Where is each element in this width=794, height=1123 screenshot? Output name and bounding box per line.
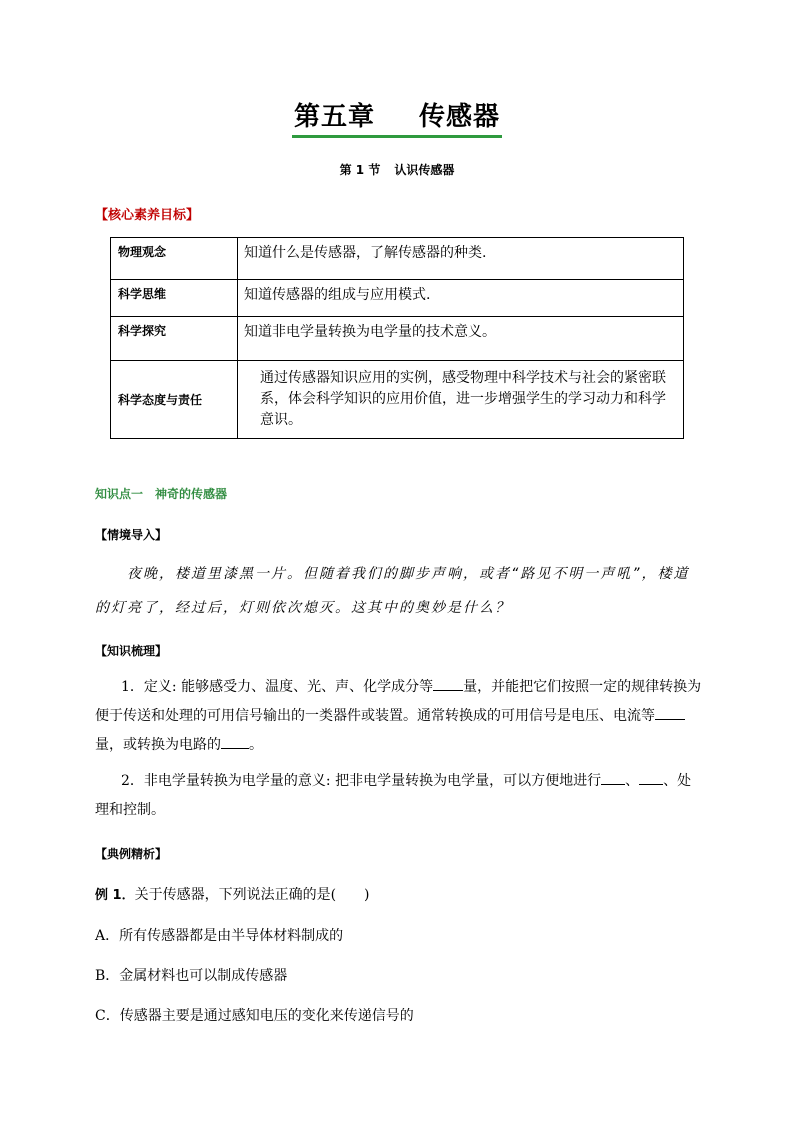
knowledge-point-heading — [95, 485, 227, 502]
section-name: 认识传感器 — [394, 163, 455, 177]
goal-text: 通过传感器知识应用的实例，感受物理中科学技术与社会的紧密联系，体会科学知识的应用价值，进一步增强学生的学习动力和科学意识。 — [238, 361, 684, 439]
goal-row — [111, 361, 684, 439]
goal-row — [111, 317, 684, 361]
goal-label: 科学思维 — [111, 280, 238, 317]
knowledge-point-number: 知识点一 — [95, 487, 144, 501]
example-question — [95, 884, 370, 904]
goal-label: 物理观念 — [111, 238, 238, 280]
goal-text: 知道非电学量转换为电学量的技术意义。 — [238, 317, 684, 361]
section-number: 第 1 节 — [339, 163, 381, 177]
significance-text-a: 2．非电学量转换为电学量的意义: 把非电学量转换为电学量，可以方便地进行 — [121, 773, 602, 789]
chapter-name: 传感器 — [419, 102, 501, 132]
goal-label: 科学探究 — [111, 317, 238, 361]
definition-text-b: 量，并能把它们按照一定的规律转换为便于传送和处理的可用信号输出的一类器件或装置。通常转换成的可用信号是电压、电流等 — [95, 679, 702, 724]
definition-text-a: 1．定义: 能够感受力、温度、光、声、化学成分等 — [121, 679, 434, 695]
fill-blank[interactable] — [655, 705, 685, 720]
knowledge-heading: 【知识梳理】 — [95, 644, 168, 658]
goals-table — [110, 237, 684, 439]
fill-blank[interactable] — [601, 770, 625, 785]
definition-item — [95, 673, 705, 760]
core-goals-heading: 【核心素养目标】 — [95, 208, 200, 223]
section-title — [0, 161, 794, 178]
goal-row — [111, 280, 684, 317]
goal-row — [111, 238, 684, 280]
fill-blank[interactable] — [433, 676, 463, 691]
definition-text-c: 量，或转换为电路的 — [95, 737, 221, 753]
fill-blank[interactable] — [221, 734, 249, 749]
significance-text-c: 、处理和控制。 — [95, 773, 692, 818]
goal-text: 知道什么是传感器，了解传感器的种类. — [238, 238, 684, 280]
situation-text: 夜晚，楼道里漆黑一片。但随着我们的脚步声响，或者“路见不明一声吼”，楼道的灯亮了，经过后，灯则依次熄灭。这其中的奥妙是什么？ — [95, 566, 690, 616]
fill-blank[interactable] — [639, 770, 663, 785]
option-c: C．传感器主要是通过感知电压的变化来传递信号的 — [95, 1008, 414, 1024]
goal-text: 知道传感器的组成与应用模式. — [238, 280, 684, 317]
definition-text-d: 。 — [249, 737, 263, 753]
goal-label: 科学态度与责任 — [111, 361, 238, 439]
significance-text-b: 、 — [625, 773, 640, 789]
situation-heading: 【情境导入】 — [95, 528, 168, 542]
option-b: B．金属材料也可以制成传感器 — [95, 968, 288, 984]
significance-item — [95, 767, 705, 825]
option-a: A．所有传感器都是由半导体材料制成的 — [95, 928, 344, 944]
example-question-text: 关于传感器，下列说法正确的是( ) — [134, 887, 370, 903]
knowledge-point-title: 神奇的传感器 — [155, 487, 228, 501]
example-label: 例 1． — [95, 888, 135, 903]
chapter-title — [0, 96, 794, 138]
chapter-number: 第五章 — [293, 102, 375, 132]
example-heading: 【典例精析】 — [95, 847, 168, 861]
